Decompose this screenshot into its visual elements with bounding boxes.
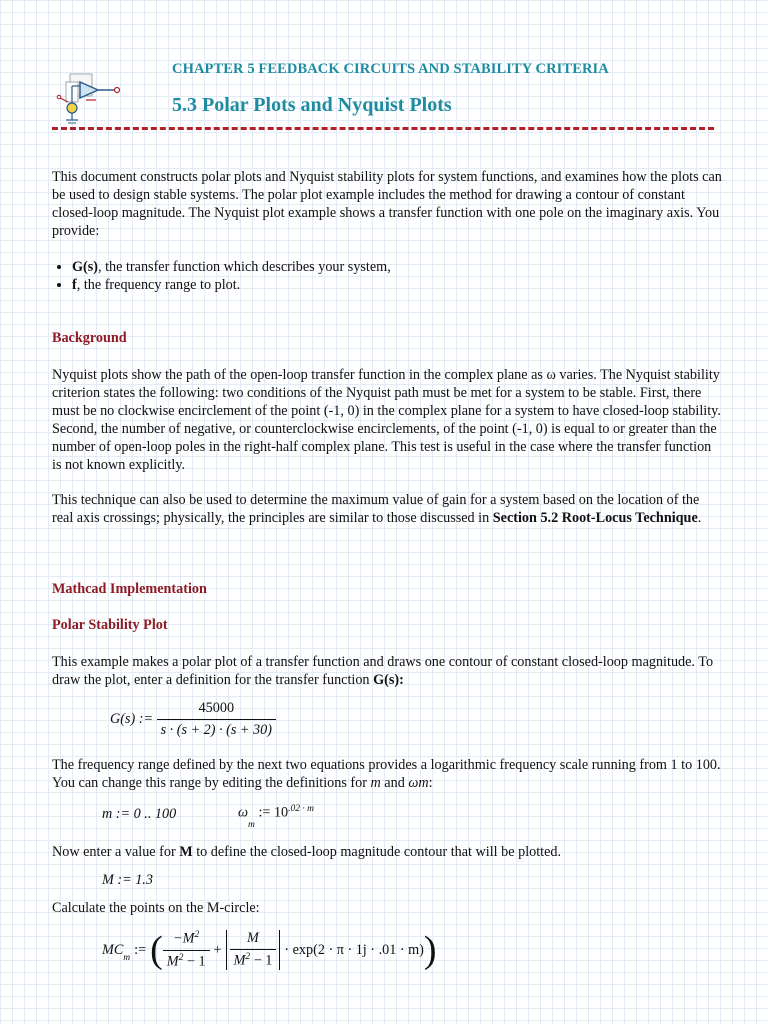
input-list (52, 258, 722, 294)
plus-sign: + (213, 941, 222, 958)
numerator: M (247, 930, 259, 947)
den-tail: − 1 (250, 952, 273, 969)
den-tail: − 1 (183, 953, 206, 970)
circuit-logo-icon (52, 70, 128, 126)
bullet-text: , the transfer function which describes your system, (98, 259, 391, 275)
omega-equation (238, 804, 315, 830)
numerator: 45000 (198, 700, 235, 716)
transfer-function-equation (110, 700, 276, 739)
section-reference: Section 5.2 Root-Locus Technique (492, 510, 698, 526)
text-run: The frequency range defined by the next two equations provides a logarithmic frequency scale running from 1 to 100. You can change this range by editing the definitions for (52, 757, 721, 791)
mc-numerator-1: −M (173, 930, 195, 947)
magnitude-term: M (179, 844, 193, 860)
intro-paragraph: This document constructs polar plots and Nyquist stability plots for system functions, and examines how the plots can be used to design stable systems. The polar plot example includes the method for drawing a contour of constant closed-loop magnitude. The Nyquist plot example shows a transfer function with one pole on the imaginary axis. You provide: (52, 169, 722, 239)
magnitude-equation: M := 1.3 (102, 872, 153, 888)
fraction (230, 930, 277, 970)
polar-paragraph (52, 653, 722, 689)
list-item (72, 276, 722, 294)
omega-assign: := 10 (258, 804, 289, 821)
mcircle-equation (102, 918, 437, 982)
omega-exponent: .02 · m (288, 804, 315, 814)
fraction (157, 700, 276, 739)
text-run: Now enter a value for (52, 844, 180, 860)
close-paren: ) (423, 929, 437, 971)
background-paragraph: Nyquist plots show the path of the open-loop transfer function in the complex plane as ω varies. The Nyquist stability criterion states the following: two conditions of the Nyquist path must be met for a system to be stable. First, there must be no clockwise encirclement of the point (-1, 0) in the complex plane for a system to have closed-loop stability. Second, the number of negative, or counterclockwise encirclements, of the point (-1, 0) is equal to or greater than the number of open-loop poles in the right-half complex plane. This test is useful in the case where the transfer function is not known explicitly. (52, 367, 721, 473)
open-paren: ( (150, 929, 163, 971)
document-logo (52, 70, 128, 126)
text-run: and (380, 775, 409, 791)
exponent: 2 (245, 952, 251, 963)
mc-symbol: MC (102, 941, 124, 958)
denominator (230, 949, 277, 970)
technique-paragraph (52, 491, 722, 527)
equation-lhs: G(s) := (110, 711, 154, 727)
list-item (72, 258, 722, 276)
variable-m: m (370, 775, 381, 791)
bullet-term: G(s) (72, 259, 99, 275)
text-run: : (428, 775, 433, 791)
numerator (169, 930, 203, 950)
mc-denominator-2: M (233, 952, 246, 969)
bullet-text: , the frequency range to plot. (76, 277, 241, 293)
exponent: 2 (178, 952, 184, 963)
m-range-equation: m := 0 .. 100 (102, 806, 177, 822)
background-heading: Background (52, 330, 127, 346)
exp-term: · exp(2 · π · 1j · .01 · m) (284, 941, 424, 958)
header-divider (52, 127, 714, 130)
mc-denominator-1: M (166, 953, 179, 970)
transfer-function-term: G(s): (373, 672, 404, 688)
mathcad-heading: Mathcad Implementation (52, 581, 207, 597)
denominator (163, 950, 210, 971)
absolute-value (226, 930, 281, 970)
omega-subscript: m (248, 819, 255, 830)
mc-subscript: m (123, 953, 131, 963)
magnitude-paragraph (52, 843, 722, 861)
variable-wm: ωm (408, 775, 429, 791)
bullet-term: f (72, 277, 77, 293)
fraction (163, 930, 210, 970)
omega-symbol: ω (238, 804, 249, 821)
text-run: This technique can also be used to determine the maximum value of gain for a system based on the location of the real axis crossings; physically, the principles are similar to those discussed in (52, 492, 700, 526)
chapter-title: CHAPTER 5 FEEDBACK CIRCUITS AND STABILITY CRITERIA (172, 61, 609, 77)
mc-assign: := (134, 941, 147, 958)
exponent: 2 (194, 929, 200, 940)
text-run: . (697, 510, 702, 526)
text-run: This example makes a polar plot of a transfer function and draws one contour of constant closed-loop magnitude. To draw the plot, enter a definition for the transfer function (52, 654, 714, 688)
frequency-paragraph (52, 756, 722, 792)
text-run: to define the closed-loop magnitude contour that will be plotted. (192, 844, 562, 860)
denominator: s · (s + 2) · (s + 30) (157, 719, 276, 739)
section-title: 5.3 Polar Plots and Nyquist Plots (172, 94, 452, 116)
polar-plot-heading: Polar Stability Plot (52, 617, 168, 633)
mcircle-paragraph: Calculate the points on the M-circle: (52, 900, 260, 916)
